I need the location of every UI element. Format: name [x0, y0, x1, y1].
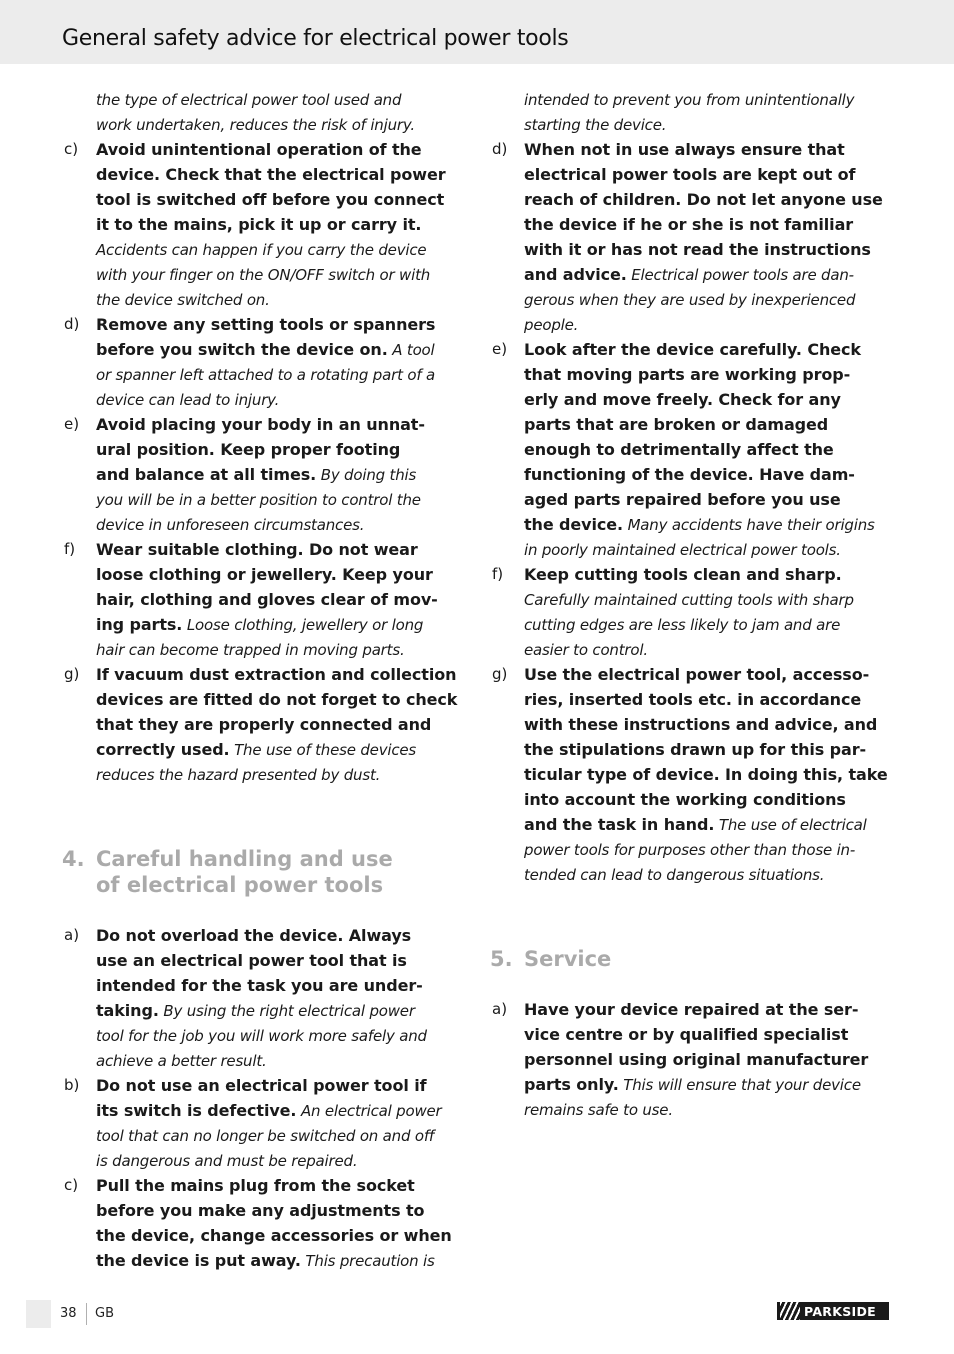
- text-line: [62, 262, 462, 287]
- text-line: [490, 837, 894, 862]
- text-line: [490, 997, 894, 1022]
- line-text: [524, 262, 854, 288]
- text-line: [490, 712, 894, 737]
- text-line: [490, 687, 894, 712]
- item-label: g): [492, 665, 508, 683]
- bold-text: reach of children. Do not let anyone use: [524, 190, 883, 209]
- line-text: [96, 487, 421, 513]
- section-title: of electrical power tools: [96, 873, 384, 897]
- line-text: [524, 837, 855, 863]
- bold-text: ticular type of device. In doing this, take: [524, 765, 888, 784]
- bold-text: Pull the mains plug from the socket: [96, 1175, 415, 1195]
- italic-text: power tools for purposes other than those in-: [524, 841, 856, 859]
- text-line: [62, 1098, 462, 1123]
- bold-text: Look after the device carefully. Check: [524, 340, 861, 359]
- bold-text: Avoid unintentional operation of the: [96, 140, 422, 159]
- text-line: [62, 998, 462, 1023]
- text-line: [62, 612, 462, 637]
- line-text: [524, 612, 840, 638]
- line-text: [524, 637, 648, 663]
- bold-text: device. Check that the electrical power: [96, 165, 446, 184]
- italic-text: cutting edges are less likely to jam and are: [524, 616, 841, 634]
- text-line: [62, 537, 462, 562]
- item-label: f): [492, 565, 504, 583]
- line-text: [524, 687, 861, 712]
- text-line: [490, 212, 894, 237]
- italic-text: with your finger on the ON/OFF switch or with: [96, 266, 431, 284]
- line-text: [96, 1048, 267, 1074]
- line-text: [96, 923, 411, 948]
- line-text: [524, 787, 846, 812]
- right-column: [490, 87, 894, 1122]
- line-text: [524, 412, 828, 437]
- text-line: [490, 387, 894, 412]
- text-line: [62, 1173, 462, 1198]
- line-text: [524, 537, 841, 563]
- line-text: [524, 212, 853, 237]
- text-line: [490, 287, 894, 312]
- text-line: [490, 512, 894, 537]
- bold-text: the device.: [524, 515, 623, 534]
- text-line: [490, 862, 894, 887]
- line-text: [96, 387, 279, 413]
- section-number: 5.: [490, 947, 513, 971]
- text-line: [490, 337, 894, 362]
- line-text: [524, 862, 824, 888]
- text-line: [62, 287, 462, 312]
- line-text: [96, 712, 431, 737]
- bold-text: correctly used.: [96, 740, 230, 759]
- line-text: [96, 212, 421, 237]
- line-text: [96, 1023, 427, 1049]
- text-line: [62, 312, 462, 337]
- bold-text: loose clothing or jewellery. Keep your: [96, 565, 433, 584]
- bold-text: and balance at all times.: [96, 465, 317, 484]
- item-label: f): [64, 540, 76, 558]
- line-text: [524, 1047, 868, 1072]
- bold-text: If vacuum dust extraction and collection: [96, 665, 457, 684]
- text-line: [62, 162, 462, 187]
- text-line: [490, 112, 894, 137]
- item-label: c): [64, 1175, 79, 1194]
- line-text: [524, 737, 866, 762]
- bold-text: parts only.: [524, 1074, 619, 1094]
- line-text: [524, 997, 858, 1022]
- text-line: [490, 1022, 894, 1047]
- bold-text: Avoid placing your body in an unnat-: [96, 415, 425, 434]
- section-title: Careful handling and use: [96, 847, 393, 871]
- line-text: [524, 662, 869, 687]
- brand-name: PARKSIDE: [804, 1303, 876, 1319]
- italic-text: the type of electrical power tool used and: [96, 91, 402, 109]
- bold-text: Have your device repaired at the ser-: [524, 999, 859, 1019]
- italic-text: device in unforeseen circumstances.: [96, 516, 365, 534]
- text-line: [62, 187, 462, 212]
- line-text: [524, 1072, 861, 1098]
- bold-text: into account the working conditions: [524, 790, 846, 809]
- italic-text: By doing this: [316, 466, 417, 484]
- line-text: [524, 387, 841, 412]
- item-label: a): [492, 999, 508, 1018]
- italic-text: gerous when they are used by inexperienced: [524, 291, 856, 309]
- italic-text: people.: [524, 316, 579, 334]
- italic-text: The use of these devices: [229, 741, 417, 759]
- line-text: [524, 162, 855, 187]
- text-line: [490, 1097, 894, 1122]
- text-line: [62, 587, 462, 612]
- italic-text: Electrical power tools are dan-: [626, 266, 854, 284]
- bold-text: vice centre or by qualified specialist: [524, 1024, 849, 1044]
- bold-text: functioning of the device. Have dam-: [524, 465, 855, 484]
- text-line: [490, 1047, 894, 1072]
- line-text: [96, 262, 430, 288]
- line-text: [524, 1022, 848, 1047]
- item-label: c): [64, 140, 79, 158]
- text-line: [62, 387, 462, 412]
- brand-logo: [777, 1302, 889, 1320]
- text-line: [490, 312, 894, 337]
- italic-text: device can lead to injury.: [96, 391, 280, 409]
- bold-text: the stipulations drawn up for this par-: [524, 740, 867, 759]
- line-text: [96, 662, 456, 687]
- bold-text: Do not overload the device. Always: [96, 925, 412, 945]
- text-line: [62, 87, 462, 112]
- italic-text: achieve a better result.: [96, 1051, 267, 1070]
- text-line: [62, 637, 462, 662]
- line-text: [96, 998, 415, 1024]
- left-column: [62, 87, 462, 1273]
- bold-text: devices are fitted do not forget to check: [96, 690, 458, 709]
- line-text: [96, 1098, 442, 1124]
- text-line: [62, 137, 462, 162]
- italic-text: tool for the job you will work more safely and: [96, 1026, 427, 1045]
- item-label: a): [64, 925, 80, 944]
- text-line: [490, 137, 894, 162]
- line-text: [96, 1073, 426, 1098]
- line-text: [96, 737, 416, 763]
- page-number: 38: [60, 1306, 77, 1321]
- bold-text: parts that are broken or damaged: [524, 415, 829, 434]
- text-line: [490, 612, 894, 637]
- text-line: [62, 512, 462, 537]
- bold-text: Do not use an electrical power tool if: [96, 1075, 427, 1095]
- bold-text: tool is switched off before you connect: [96, 190, 445, 209]
- page-title: General safety advice for electrical power tools: [62, 26, 569, 51]
- italic-text: remains safe to use.: [524, 1100, 673, 1119]
- line-text: [96, 1148, 357, 1174]
- text-line: [62, 1023, 462, 1048]
- italic-text: starting the device.: [524, 116, 667, 134]
- bold-text: that moving parts are working prop-: [524, 365, 851, 384]
- item-label: g): [64, 665, 80, 683]
- text-line: [490, 812, 894, 837]
- line-text: [96, 587, 438, 612]
- language-code: GB: [95, 1306, 114, 1321]
- text-line: [62, 337, 462, 362]
- item-label: e): [492, 340, 508, 358]
- bold-text: electrical power tools are kept out of: [524, 165, 856, 184]
- item-label: d): [64, 315, 80, 333]
- bold-text: Keep cutting tools clean and sharp.: [524, 565, 842, 584]
- line-text: [524, 362, 850, 387]
- line-text: [96, 362, 435, 388]
- footer-marker: [26, 1300, 51, 1328]
- text-line: [62, 462, 462, 487]
- text-line: [490, 237, 894, 262]
- bold-text: the device is put away.: [96, 1250, 301, 1270]
- text-line: [490, 412, 894, 437]
- line-text: [96, 612, 423, 638]
- text-line: [490, 262, 894, 287]
- bold-text: When not in use always ensure that: [524, 140, 845, 159]
- line-text: [96, 687, 457, 712]
- text-line: [62, 362, 462, 387]
- text-line: [490, 87, 894, 112]
- text-line: [62, 1073, 462, 1098]
- line-text: [524, 712, 877, 737]
- line-text: [96, 1248, 435, 1274]
- line-text: [524, 587, 854, 613]
- text-line: [62, 212, 462, 237]
- bold-text: Use the electrical power tool, accesso-: [524, 665, 870, 684]
- line-text: [524, 87, 854, 113]
- line-text: [96, 1198, 424, 1223]
- item-label: d): [492, 140, 508, 158]
- italic-text: work undertaken, reduces the risk of injury.: [96, 116, 415, 134]
- text-line: [490, 487, 894, 512]
- line-text: [524, 112, 666, 138]
- line-text: [96, 87, 401, 113]
- italic-text: the device switched on.: [96, 291, 270, 309]
- line-text: [96, 412, 425, 437]
- italic-text: tended can lead to dangerous situations.: [524, 866, 825, 884]
- section-heading: [62, 873, 462, 899]
- bold-text: Wear suitable clothing. Do not wear: [96, 540, 418, 559]
- text-line: [62, 737, 462, 762]
- text-line: [62, 923, 462, 948]
- line-text: [96, 237, 426, 263]
- line-text: [96, 562, 433, 587]
- bold-text: and advice.: [524, 265, 627, 284]
- bold-text: its switch is defective.: [96, 1100, 297, 1120]
- spacer: [62, 899, 462, 923]
- italic-text: This precaution is: [300, 1251, 435, 1270]
- italic-text: or spanner left attached to a rotating part of a: [96, 366, 435, 384]
- footer-divider: [86, 1303, 87, 1325]
- text-line: [62, 662, 462, 687]
- text-line: [62, 1148, 462, 1173]
- line-text: [96, 337, 435, 363]
- line-text: [96, 973, 423, 998]
- text-line: [62, 1123, 462, 1148]
- line-text: [96, 1123, 434, 1149]
- line-text: [96, 312, 435, 337]
- italic-text: you will be in a better position to control the: [96, 491, 421, 509]
- italic-text: hair can become trapped in moving parts.: [96, 641, 405, 659]
- section-number: 4.: [62, 847, 85, 871]
- text-line: [62, 112, 462, 137]
- bold-text: aged parts repaired before you use: [524, 490, 841, 509]
- section-heading: [490, 947, 894, 973]
- spacer: [490, 887, 894, 947]
- line-text: [524, 312, 578, 338]
- line-text: [96, 462, 416, 488]
- item-label: e): [64, 415, 80, 433]
- italic-text: Carefully maintained cutting tools with sharp: [524, 591, 854, 609]
- bold-text: with it or has not read the instructions: [524, 240, 871, 259]
- bold-text: ries, inserted tools etc. in accordance: [524, 690, 862, 709]
- text-line: [62, 973, 462, 998]
- bold-text: intended for the task you are under-: [96, 975, 423, 995]
- text-line: [490, 187, 894, 212]
- line-text: [96, 948, 407, 973]
- spacer: [62, 787, 462, 847]
- bold-text: ing parts.: [96, 615, 183, 634]
- text-line: [62, 487, 462, 512]
- text-line: [490, 762, 894, 787]
- line-text: [96, 187, 444, 212]
- bold-text: ural position. Keep proper footing: [96, 440, 401, 459]
- spacer: [490, 973, 894, 997]
- bold-text: hair, clothing and gloves clear of mov-: [96, 590, 438, 609]
- bold-text: erly and move freely. Check for any: [524, 390, 841, 409]
- italic-text: reduces the hazard presented by dust.: [96, 766, 381, 784]
- text-line: [62, 948, 462, 973]
- italic-text: An electrical power: [296, 1101, 442, 1120]
- text-line: [490, 637, 894, 662]
- line-text: [96, 112, 415, 138]
- italic-text: Many accidents have their origins: [623, 516, 875, 534]
- italic-text: in poorly maintained electrical power tools.: [524, 541, 841, 559]
- italic-text: Accidents can happen if you carry the device: [96, 241, 427, 259]
- text-line: [62, 412, 462, 437]
- line-text: [524, 562, 842, 587]
- line-text: [524, 437, 834, 462]
- item-label: b): [64, 1075, 80, 1094]
- italic-text: This will ensure that your device: [618, 1075, 861, 1094]
- text-line: [62, 762, 462, 787]
- line-text: [96, 537, 418, 562]
- italic-text: easier to control.: [524, 641, 648, 659]
- line-text: [96, 287, 270, 313]
- line-text: [96, 1223, 452, 1248]
- line-text: [524, 487, 841, 512]
- line-text: [524, 237, 871, 262]
- line-text: [524, 812, 867, 838]
- bold-text: use an electrical power tool that is: [96, 950, 407, 970]
- bold-text: that they are properly connected and: [96, 715, 432, 734]
- line-text: [96, 162, 446, 187]
- bold-text: before you make any adjustments to: [96, 1200, 425, 1220]
- text-line: [62, 437, 462, 462]
- text-line: [62, 1223, 462, 1248]
- bold-text: enough to detrimentally affect the: [524, 440, 834, 459]
- bold-text: personnel using original manufacturer: [524, 1049, 869, 1069]
- logo-stripes-icon: [780, 1302, 800, 1320]
- text-line: [62, 562, 462, 587]
- line-text: [96, 437, 400, 462]
- text-line: [490, 1072, 894, 1097]
- text-line: [62, 237, 462, 262]
- text-line: [62, 687, 462, 712]
- text-line: [62, 1198, 462, 1223]
- bold-text: the device if he or she is not familiar: [524, 215, 854, 234]
- text-line: [490, 562, 894, 587]
- line-text: [524, 337, 861, 362]
- italic-text: tool that can no longer be switched on and off: [96, 1126, 435, 1145]
- text-line: [490, 437, 894, 462]
- bold-text: taking.: [96, 1000, 159, 1020]
- bold-text: the device, change accessories or when: [96, 1225, 452, 1245]
- text-line: [490, 462, 894, 487]
- text-line: [490, 162, 894, 187]
- text-line: [490, 737, 894, 762]
- text-line: [62, 1048, 462, 1073]
- line-text: [96, 637, 405, 663]
- line-text: [524, 187, 883, 212]
- line-text: [524, 762, 888, 787]
- section-heading: [62, 847, 462, 873]
- line-text: [524, 462, 855, 487]
- text-line: [490, 662, 894, 687]
- italic-text: Loose clothing, jewellery or long: [182, 616, 424, 634]
- italic-text: A tool: [387, 341, 435, 359]
- line-text: [524, 1097, 673, 1123]
- page-header: [0, 0, 954, 64]
- bold-text: and the task in hand.: [524, 815, 715, 834]
- italic-text: is dangerous and must be repaired.: [96, 1151, 358, 1170]
- line-text: [524, 137, 845, 162]
- text-line: [490, 787, 894, 812]
- line-text: [96, 137, 422, 162]
- section-title: Service: [524, 947, 612, 971]
- line-text: [524, 512, 875, 538]
- line-text: [96, 762, 380, 788]
- bold-text: before you switch the device on.: [96, 340, 388, 359]
- bold-text: with these instructions and advice, and: [524, 715, 878, 734]
- line-text: [96, 512, 364, 538]
- text-line: [62, 712, 462, 737]
- text-line: [490, 362, 894, 387]
- bold-text: it to the mains, pick it up or carry it.: [96, 215, 422, 234]
- bold-text: Remove any setting tools or spanners: [96, 315, 436, 334]
- text-line: [490, 537, 894, 562]
- italic-text: intended to prevent you from unintentionally: [524, 91, 855, 109]
- italic-text: By using the right electrical power: [158, 1001, 415, 1020]
- text-line: [62, 1248, 462, 1273]
- line-text: [524, 287, 855, 313]
- line-text: [96, 1173, 415, 1198]
- text-line: [490, 587, 894, 612]
- italic-text: The use of electrical: [714, 816, 867, 834]
